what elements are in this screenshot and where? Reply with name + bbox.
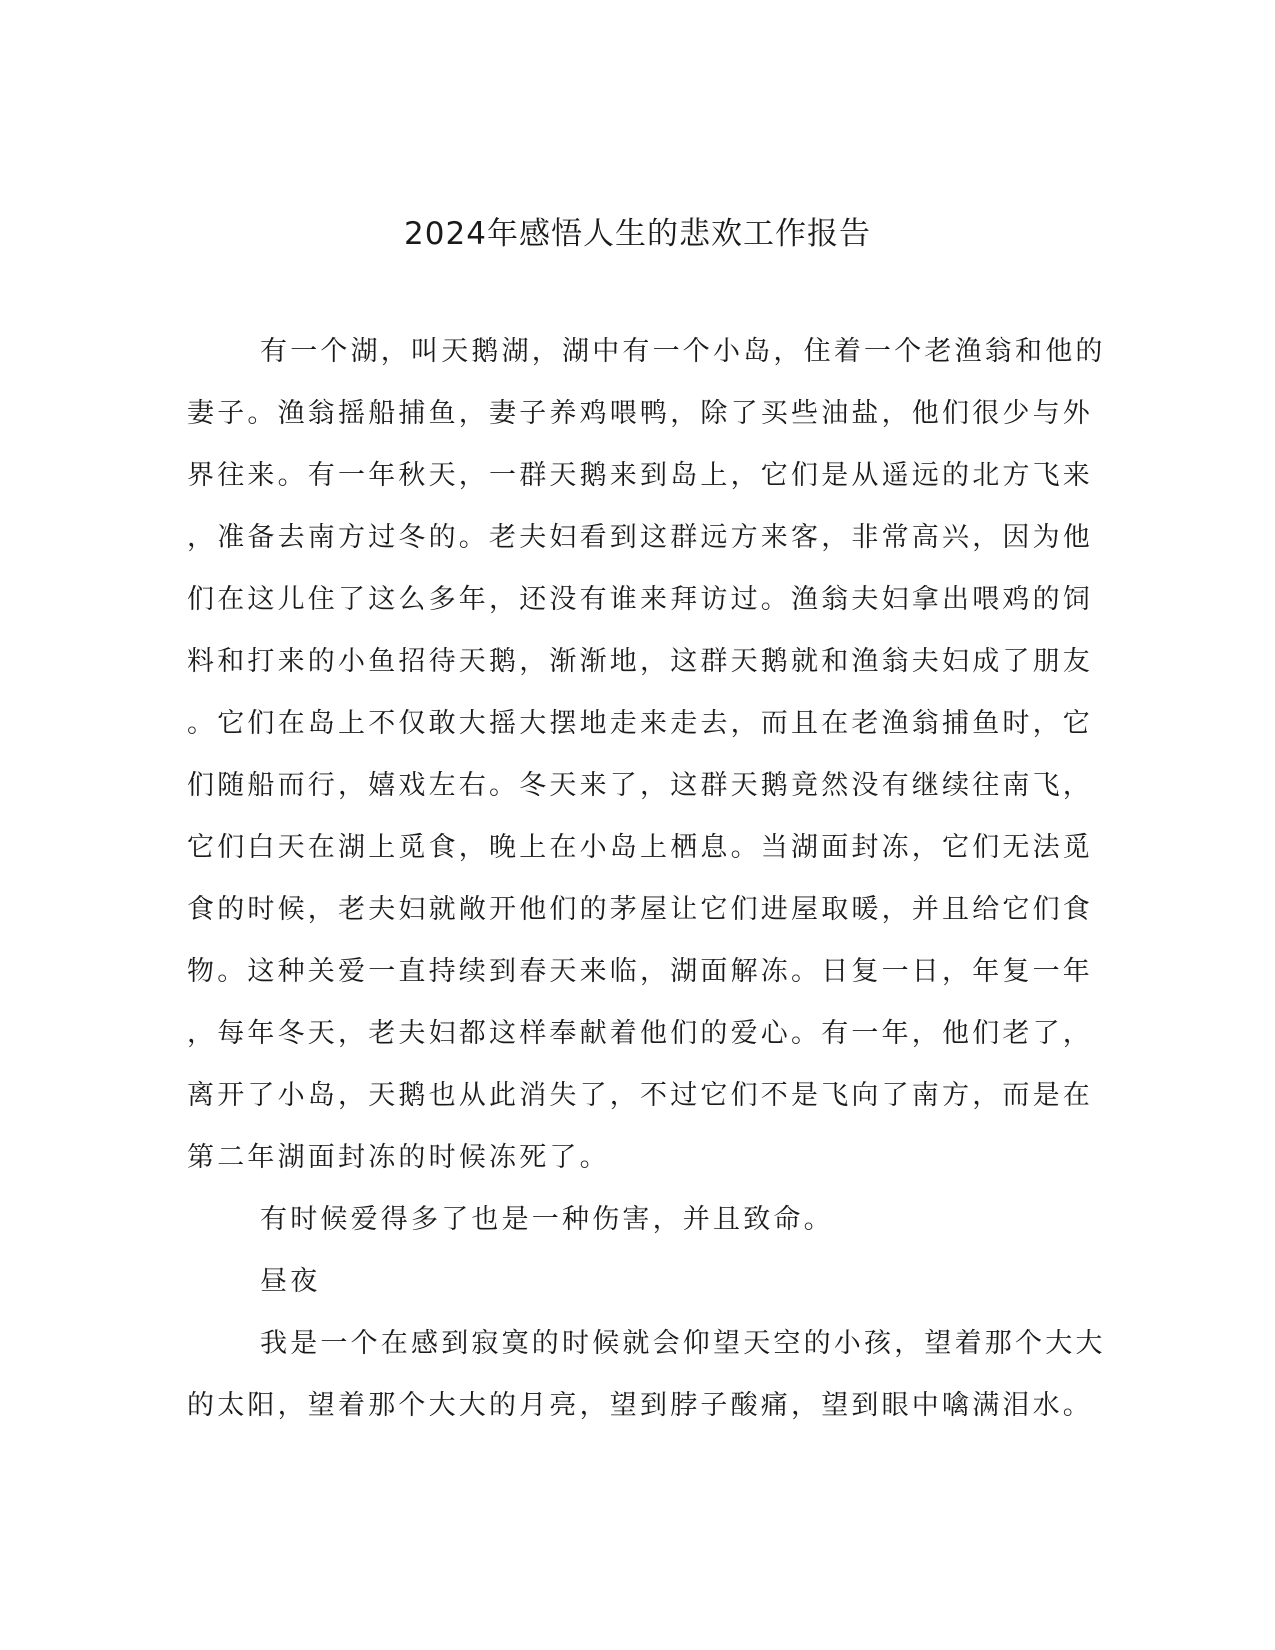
text-line: 界往来。有一年秋天，一群天鹅来到岛上，它们是从遥远的北方飞来: [187, 460, 1093, 491]
text-line: 离开了小岛，天鹅也从此消失了，不过它们不是飞向了南方，而是在: [187, 1080, 1093, 1111]
document-title: 2024年感悟人生的悲欢工作报告: [404, 216, 871, 252]
text-line: 。它们在岛上不仅敢大摇大摆地走来走去，而且在老渔翁捕鱼时，它: [187, 708, 1093, 739]
section-heading: 昼夜: [260, 1266, 321, 1297]
text-line: 们随船而行，嬉戏左右。冬天来了，这群天鹅竟然没有继续往南飞，: [187, 770, 1093, 801]
text-line: 有一个湖，叫天鹅湖，湖中有一个小岛，住着一个老渔翁和他的: [260, 336, 1106, 367]
text-line: 它们白天在湖上觅食，晚上在小岛上栖息。当湖面封冻，它们无法觅: [187, 832, 1093, 863]
text-line: 我是一个在感到寂寞的时候就会仰望天空的小孩，望着那个大大: [260, 1328, 1106, 1359]
text-line: ，准备去南方过冬的。老夫妇看到这群远方来客，非常高兴，因为他: [187, 522, 1093, 553]
text-line: 的太阳，望着那个大大的月亮，望到脖子酸痛，望到眼中噙满泪水。: [187, 1390, 1093, 1421]
text-line: 第二年湖面封冻的时候冻死了。: [187, 1142, 610, 1173]
text-line: 物。这种关爱一直持续到春天来临，湖面解冻。日复一日，年复一年: [187, 956, 1093, 987]
text-line: 妻子。渔翁摇船捕鱼，妻子养鸡喂鸭，除了买些油盐，他们很少与外: [187, 398, 1093, 429]
document-body: [187, 321, 1106, 1437]
text-line: 们在这儿住了这么多年，还没有谁来拜访过。渔翁夫妇拿出喂鸡的饲: [187, 584, 1093, 615]
text-line: 食的时候，老夫妇就敞开他们的茅屋让它们进屋取暖，并且给它们食: [187, 894, 1093, 925]
text-line: 有时候爱得多了也是一种伤害，并且致命。: [260, 1204, 834, 1235]
text-line: 料和打来的小鱼招待天鹅，渐渐地，这群天鹅就和渔翁夫妇成了朋友: [187, 646, 1093, 677]
text-line: ，每年冬天，老夫妇都这样奉献着他们的爱心。有一年，他们老了，: [187, 1018, 1093, 1049]
